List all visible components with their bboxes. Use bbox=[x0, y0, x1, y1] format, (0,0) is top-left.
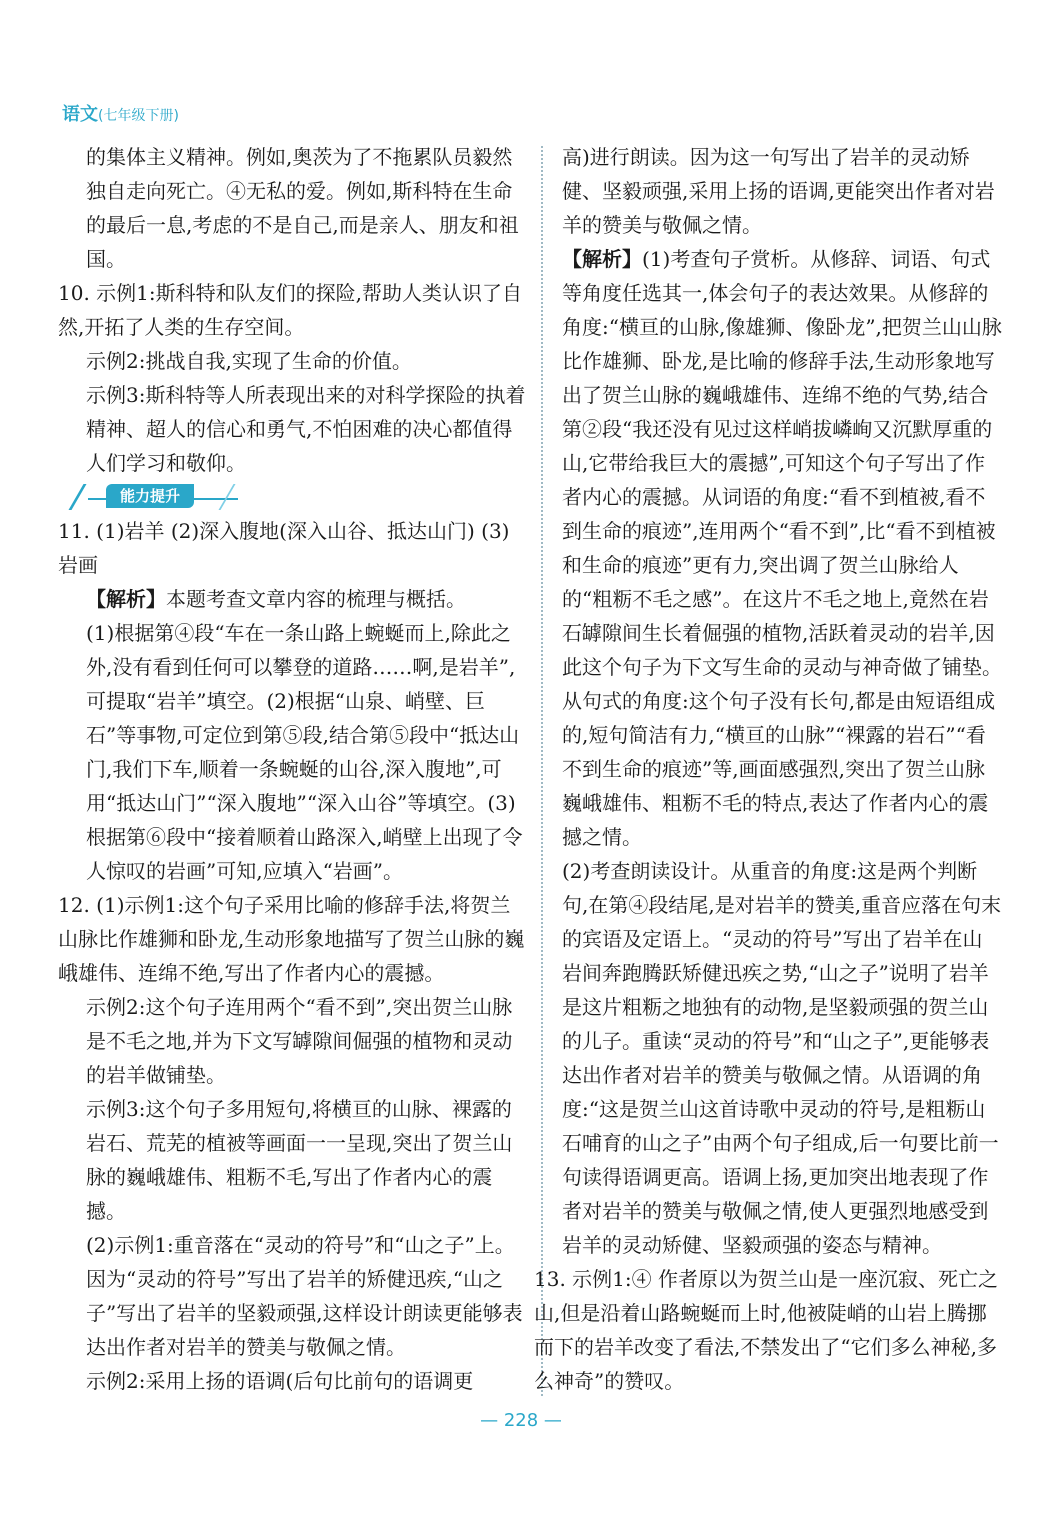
answer-12-part-2: (2)示例1:重音落在“灵动的符号”和“山之子”上。因为“灵动的符号”写出了岩羊的矫健迅疾,“山之子”写出了岩羊的坚毅顽强,这样设计朗读更能够表达出作者对岩羊的赞美与敬佩之情。 bbox=[86, 1233, 523, 1359]
answer-10: 10. 示例1:斯科特和队友们的探险,帮助人类认识了自然,开拓了人类的生存空间。 bbox=[58, 281, 522, 339]
analysis-12-part-2: (2)考查朗读设计。从重音的角度:这是两个判断句,在第④段结尾,是对岩羊的赞美,重音应落在句末的宾语及定语上。“灵动的符号”写出了岩羊在山岩间奔跑腾跃矫健迅疾之势,“山之子”说明了岩羊是这片粗粝之地独有的动物,是坚毅顽强的贺兰山的儿子。重读“灵动的符号”和“山之子”,更能够表达出作者对岩羊的赞美与敬佩之情。从语调的角度:“这是贺兰山这首诗歌中灵动的符号,是粗粝山石哺育的山之子”由两个句子组成,后一句要比前一句读得语调更高。语调上扬,更加突出地表现了作者对岩羊的赞美与敬佩之情,使人更强烈地感受到岩羊的灵动矫健、坚毅顽强的姿态与精神。 bbox=[562, 859, 1002, 1257]
answer-12-part-2-example-2: 示例2:采用上扬的语调(后句比前句的语调更 bbox=[86, 1369, 474, 1393]
continuation-text-right: 高)进行朗读。因为这一句写出了岩羊的灵动矫健、坚毅顽强,采用上扬的语调,更能突出作者对岩羊的赞美与敬佩之情。 bbox=[562, 145, 995, 237]
page-number: — 228 — bbox=[480, 1410, 562, 1431]
answer-11: 11. (1)岩羊 (2)深入腹地(深入山谷、抵达山门) (3)岩画 bbox=[58, 519, 510, 577]
answer-12: 12. (1)示例1:这个句子采用比喻的修辞手法,将贺兰山脉比作雄狮和卧龙,生动形象地描写了贺兰山脉的巍峨雄伟、连绵不绝,写出了作者内心的震撼。 bbox=[58, 893, 525, 985]
right-column bbox=[534, 140, 1002, 1398]
column-divider bbox=[541, 146, 543, 1396]
header-subtitle: (七年级下册) bbox=[98, 108, 179, 124]
header-title: 语文 bbox=[62, 104, 98, 125]
banner-label: 能力提升 bbox=[106, 484, 194, 508]
answer-11-analysis bbox=[86, 582, 526, 616]
analysis-text: 本题考查文章内容的梳理与概括。 bbox=[166, 587, 466, 611]
banner-stripe bbox=[68, 484, 108, 510]
continuation-text: 的集体主义精神。例如,奥茨为了不拖累队员毅然独自走向死亡。④无私的爱。例如,斯科特在生命的最后一息,考虑的不是自己,而是亲人、朋友和祖国。 bbox=[86, 145, 519, 271]
analysis-12-part-1: (1)考查句子赏析。从修辞、词语、句式等角度任选其一,体会句子的表达效果。从修辞的角度:“横亘的山脉,像雄狮、像卧龙”,把贺兰山山脉比作雄狮、卧龙,是比喻的修辞手法,生动形象地写出了贺兰山脉的巍峨雄伟、连绵不绝的气势,结合第②段“我还没有见过这样峭拔嶙峋又沉默厚重的山,它带给我巨大的震撼”,可知这个句子写出了作者内心的震撼。从词语的角度:“看不到植被,看不到生命的痕迹”,连用两个“看不到”,比“看不到植被和生命的痕迹”更有力,突出调了贺兰山脉给人的“粗粝不毛之感”。在这片不毛之地上,竟然在岩石罅隙间生长着倔强的植物,活跃着灵动的岩羊,因此这个句子为下文写生命的灵动与神奇做了铺垫。从句式的角度:这个句子没有长句,都是由短语组成的,短句简洁有力,“横亘的山脉”“裸露的岩石”“看不到生命的痕迹”等,画面感强烈,突出了贺兰山脉巍峨雄伟、粗粝不毛的特点,表达了作者内心的震撼之情。 bbox=[562, 247, 1002, 849]
analysis-tag: 【解析】 bbox=[562, 247, 642, 271]
left-column bbox=[58, 140, 526, 1398]
answer-10-example-3: 示例3:斯科特等人所表现出来的对科学探险的执着精神、超人的信心和勇气,不怕困难的决心都值得人们学习和敬仰。 bbox=[86, 383, 526, 475]
analysis-tag: 【解析】 bbox=[86, 587, 166, 611]
answer-12-example-3: 示例3:这个句子多用短句,将横亘的山脉、裸露的岩石、荒芜的植被等画面一一呈现,突出了贺兰山脉的巍峨雄伟、粗粝不毛,写出了作者内心的震撼。 bbox=[86, 1097, 513, 1223]
answer-12-example-2: 示例2:这个句子连用两个“看不到”,突出贺兰山脉是不毛之地,并为下文写罅隙间倔强的植物和灵动的岩羊做铺垫。 bbox=[86, 995, 513, 1087]
answer-10-example-2: 示例2:挑战自我,实现了生命的价值。 bbox=[86, 349, 412, 373]
answer-11-detail: (1)根据第④段“车在一条山路上蜿蜒而上,除此之外,没有看到任何可以攀登的道路……啊,是岩羊”,可提取“岩羊”填空。(2)根据“山泉、峭壁、巨石”等事物,可定位到第⑤段,结合第⑤段中“抵达山门,我们下车,顺着一条蜿蜒的山谷,深入腹地”,可用“抵达山门”“深入腹地”“深入山谷”等填空。(3)根据第⑥段中“接着顺着山路深入,峭壁上出现了令人惊叹的岩画”可知,应填入“岩画”。 bbox=[86, 621, 523, 883]
ability-banner bbox=[76, 482, 526, 512]
analysis-12 bbox=[562, 242, 1002, 854]
banner-stripe-right bbox=[218, 484, 245, 510]
page-header bbox=[62, 100, 179, 126]
answer-13: 13. 示例1:④ 作者原以为贺兰山是一座沉寂、死亡之山,但是沿着山路蜿蜒而上时,他被陡峭的山岩上腾挪而下的岩羊改变了看法,不禁发出了“它们多么神秘,多么神奇”的赞叹。 bbox=[534, 1267, 998, 1393]
